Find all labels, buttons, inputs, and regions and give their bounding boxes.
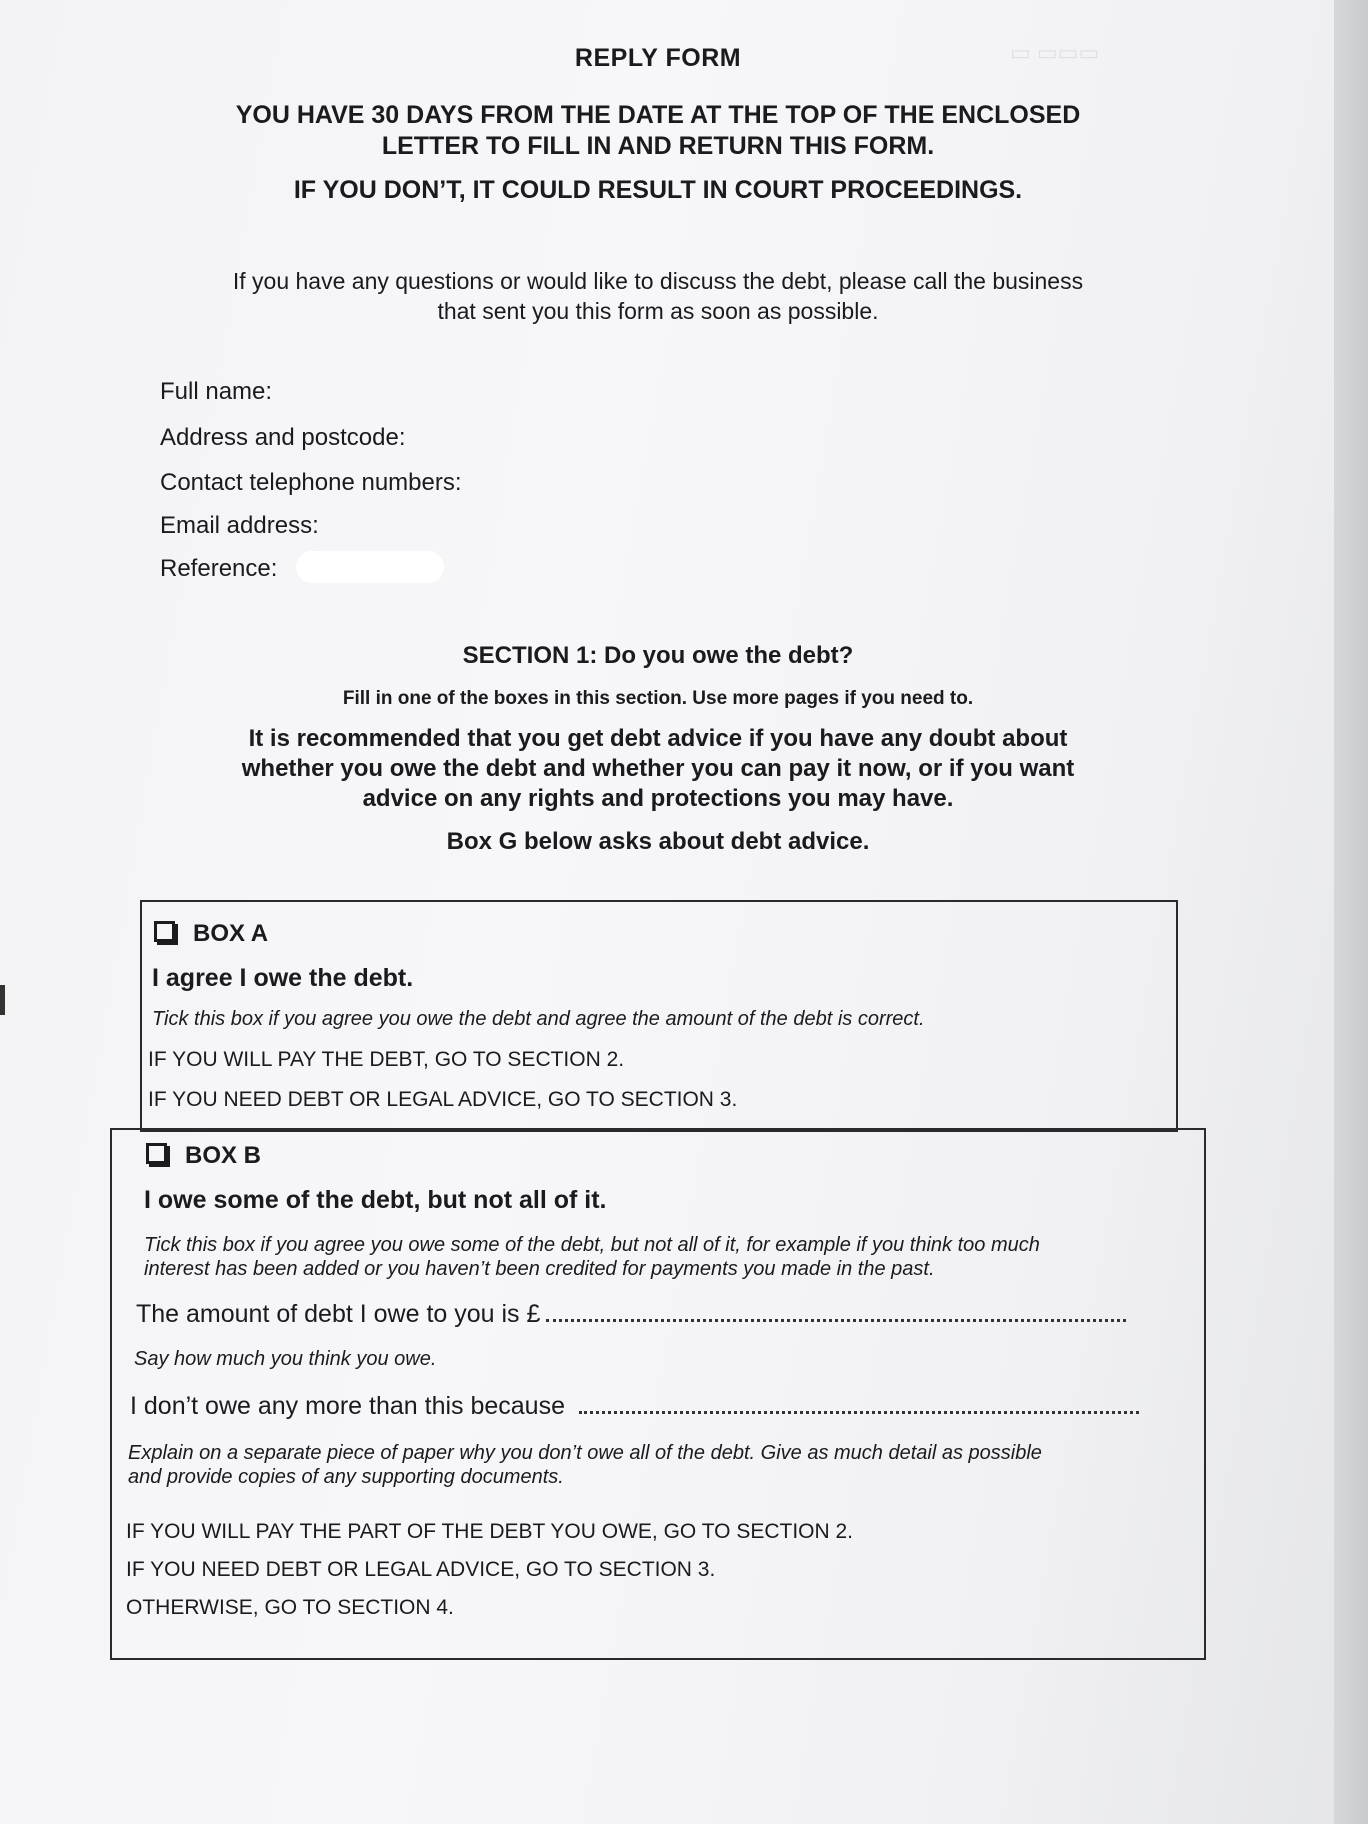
box-b-instruction-line2: interest has been added or you haven’t been credited for payments you made in the past. — [144, 1258, 935, 1280]
reason-input[interactable] — [579, 1395, 1139, 1414]
deadline-warning-line2: LETTER TO FILL IN AND RETURN THIS FORM. — [381, 132, 935, 160]
full-name-field[interactable]: Full name: — [160, 378, 273, 405]
intro-text — [0, 266, 1316, 326]
court-warning: IF YOU DON’T, IT COULD RESULT IN COURT PROCEEDINGS. — [293, 176, 1023, 204]
amount-owed-row — [136, 1300, 1126, 1329]
explain-line1: Explain on a separate piece of paper why you don’t owe all of the debt. Give as much detail as possible — [128, 1442, 1042, 1464]
box-b-checkbox[interactable] — [146, 1143, 167, 1164]
box-b-heading: I owe some of the debt, but not all of it. — [144, 1186, 607, 1214]
amount-owed-label: The amount of debt I owe to you is £ — [136, 1300, 541, 1328]
advice-line1: It is recommended that you get debt advice if you have any doubt about — [248, 725, 1068, 752]
intro-line2: that sent you this form as soon as possible. — [437, 298, 879, 324]
show-through: ▭ ▭▭▭ — [1010, 40, 1100, 65]
box-a-instruction: Tick this box if you agree you owe the debt and agree the amount of the debt is correct. — [152, 1008, 925, 1030]
advice-line3: advice on any rights and protections you may have. — [362, 785, 954, 812]
form-title: REPLY FORM — [574, 44, 742, 72]
paper-edge — [1334, 0, 1368, 1824]
address-field[interactable]: Address and postcode: — [160, 424, 406, 451]
explain-line2: and provide copies of any supporting documents. — [128, 1466, 564, 1488]
box-b — [110, 1128, 1206, 1660]
deadline-warning — [0, 100, 1316, 162]
box-a-heading: I agree I owe the debt. — [152, 964, 414, 992]
box-a-header — [154, 920, 268, 948]
box-a-goto-section3: IF YOU NEED DEBT OR LEGAL ADVICE, GO TO SECTION 3. — [148, 1088, 738, 1111]
box-a-checkbox[interactable] — [154, 921, 175, 942]
advice-line2: whether you owe the debt and whether you can pay it now, or if you want — [241, 755, 1075, 782]
box-b-goto-section2: IF YOU WILL PAY THE PART OF THE DEBT YOU OWE, GO TO SECTION 2. — [126, 1520, 854, 1543]
amount-owed-input[interactable] — [546, 1303, 1126, 1322]
amount-owed-hint: Say how much you think you owe. — [134, 1348, 437, 1370]
intro-line1: If you have any questions or would like to discuss the debt, please call the business — [232, 268, 1084, 294]
reason-row — [130, 1392, 1139, 1421]
box-b-label: BOX B — [185, 1142, 262, 1169]
phone-field[interactable]: Contact telephone numbers: — [160, 469, 462, 496]
box-b-header — [146, 1142, 261, 1170]
section1-subtitle: Fill in one of the boxes in this section. Use more pages if you need to. — [342, 688, 974, 709]
reference-field[interactable]: Reference: — [160, 555, 278, 582]
box-a — [140, 900, 1178, 1132]
deadline-warning-line1: YOU HAVE 30 DAYS FROM THE DATE AT THE TOP OF THE ENCLOSED — [235, 101, 1081, 129]
box-b-goto-section4: OTHERWISE, GO TO SECTION 4. — [126, 1596, 454, 1619]
box-g-note: Box G below asks about debt advice. — [446, 828, 870, 855]
box-a-label: BOX A — [193, 920, 269, 947]
redacted-reference — [296, 551, 444, 583]
edge-mark — [0, 985, 5, 1015]
section1-title: SECTION 1: Do you owe the debt? — [462, 642, 854, 669]
email-field[interactable]: Email address: — [160, 512, 319, 539]
box-b-instruction-line1: Tick this box if you agree you owe some of the debt, but not all of it, for example if you think too much — [144, 1234, 1040, 1256]
advice-recommendation — [0, 724, 1316, 814]
reason-label: I don’t owe any more than this because — [130, 1392, 565, 1420]
box-b-goto-section3: IF YOU NEED DEBT OR LEGAL ADVICE, GO TO SECTION 3. — [126, 1558, 716, 1581]
box-a-goto-section2: IF YOU WILL PAY THE DEBT, GO TO SECTION 2. — [148, 1048, 625, 1071]
